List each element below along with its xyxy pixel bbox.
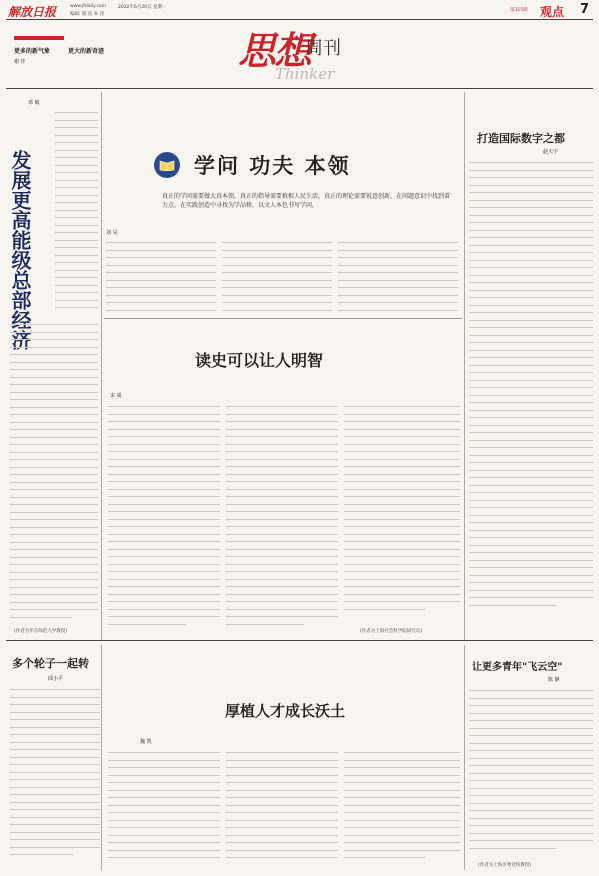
date-line: 2022年6月20日 星期一 [118, 5, 167, 10]
youth-footnote: (作者为上海市委党校教授) [478, 863, 532, 868]
main-lead: 真正的学问需要做大真本领，真正的指导需要植根人民生活，真正的理论需要锐意创新，在问题意识中找到着力点，在实践创造中寻找为学品格，以文人本色书写学问。 [162, 193, 451, 209]
history-footnote: (作者为上海社会科学院研究员) [360, 629, 423, 634]
history-author: 宋 成 [110, 393, 122, 399]
talent-title: 厚植人才成长沃土 [225, 702, 346, 720]
history-body-2 [226, 402, 338, 634]
book-icon [154, 152, 180, 178]
sidebar-author: 谢 佳 [14, 59, 26, 65]
page-number-label: 第315期 [510, 8, 528, 13]
side-body-left [55, 108, 98, 313]
right-author: 赵天宇 [543, 149, 559, 155]
edition-info: 编辑: 殷 洁 朱 伟 [70, 12, 105, 17]
talent-author: 魏 凯 [140, 739, 152, 745]
talent-body-1 [108, 748, 220, 866]
talent-body-3 [344, 748, 460, 866]
talent-body-2 [226, 748, 338, 866]
section-title: 观点 [540, 5, 565, 19]
wheels-author: 邱小平 [48, 676, 64, 682]
sidebar-title-1: 更多的新气象 [14, 48, 51, 55]
youth-body [469, 686, 593, 858]
main-title: 学问 功夫 本领 [194, 153, 351, 178]
history-body-1 [108, 402, 220, 634]
main-feature [104, 92, 462, 317]
right-body [469, 158, 593, 628]
history-title: 读史可以让人明智 [195, 351, 324, 370]
sidebar-title-2: 更大的新奇迹 [68, 48, 105, 55]
url-line: www.jfdaily.com [70, 4, 107, 9]
history-body-3 [344, 402, 460, 624]
logo-latin: Thinker [275, 65, 335, 83]
youth-title: 让更多青年"飞云空" [472, 662, 563, 673]
logo-sub: 周刊 [305, 38, 341, 59]
side-title: 发展更高能级总部经济 [8, 150, 32, 350]
main-author: 刘 昊 [106, 230, 118, 236]
page-num: 7 [580, 2, 590, 17]
masthead [0, 0, 599, 20]
side-author: 邓 敏 [28, 100, 40, 106]
youth-author: 陈 静 [548, 677, 560, 683]
right-title: 打造国际数字之都 [477, 132, 565, 145]
logo-big: 思想 [238, 28, 311, 73]
side-body-lower [10, 320, 98, 625]
paper-name-logo: 解放日报 [8, 5, 57, 19]
side-footnote: (作者为华东师范大学教授) [14, 629, 68, 634]
wheels-title: 多个轮子一起转 [12, 657, 89, 670]
wheels-body [10, 685, 100, 865]
